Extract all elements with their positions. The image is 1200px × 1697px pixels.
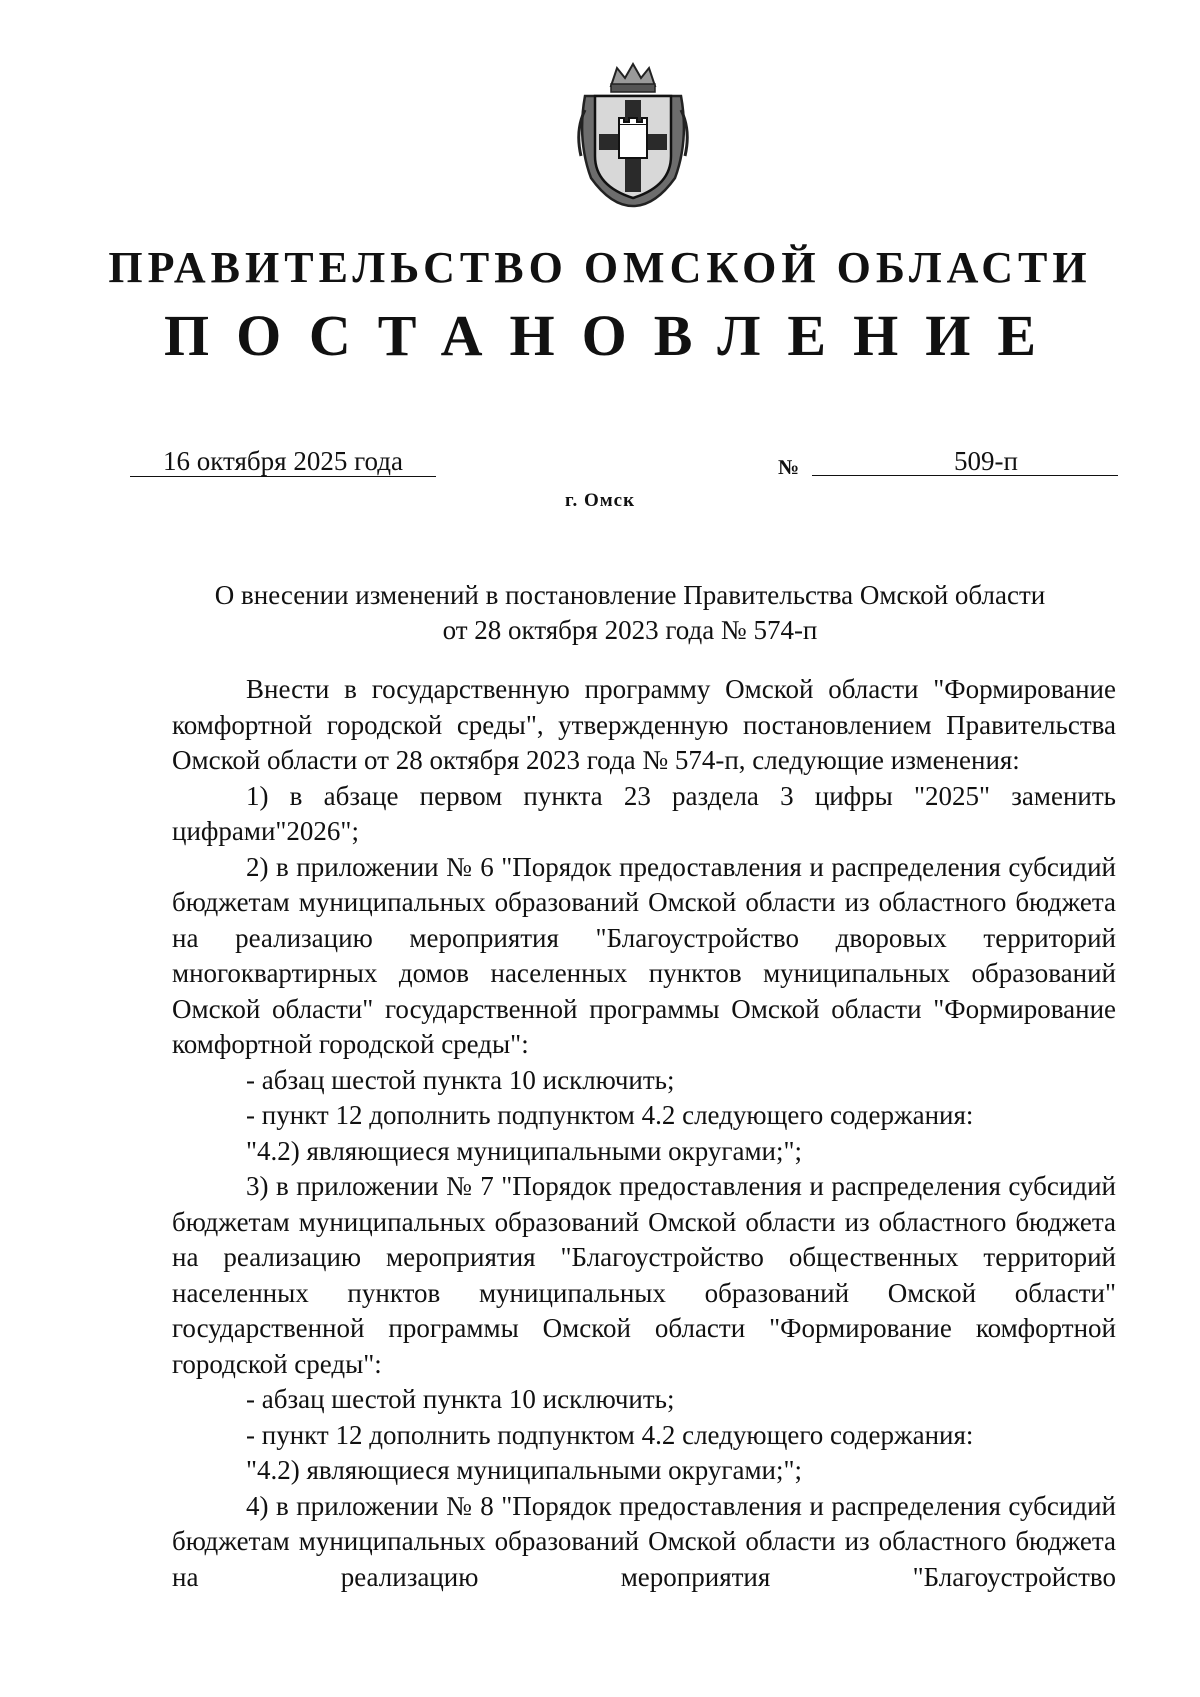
paragraph-item-3: 3) в приложении № 7 "Порядок предоставления и распределения субсидий бюджетам муниципальных образований Омской области из областного бюджета на реализацию мероприятия "Благоустройство общественных территорий населенных пунктов муниципальных образований Омской области" государственной программы Омской области "Формирование комфортной городской среды": — [172, 1171, 1116, 1379]
document-body — [172, 672, 1116, 1595]
number-sign: № — [778, 455, 800, 479]
organization-name: ПРАВИТЕЛЬСТВО ОМСКОЙ ОБЛАСТИ — [108, 243, 1092, 292]
coat-of-arms-emblem — [571, 60, 695, 208]
paragraph-subitem: - пункт 12 дополнить подпунктом 4.2 следующего содержания: — [246, 1419, 974, 1450]
paragraph-quote: "4.2) являющиеся муниципальными округами;"; — [246, 1135, 803, 1166]
document-number: 509-п — [812, 446, 1118, 476]
document-date: 16 октября 2025 года — [130, 446, 436, 477]
paragraph-subitem: - абзац шестой пункта 10 исключить; — [246, 1064, 675, 1095]
paragraph-quote: "4.2) являющиеся муниципальными округами;"; — [246, 1455, 803, 1485]
paragraph-intro: Внести в государственную программу Омской области "Формирование комфортной городской среды", утвержденную постановлением Правительства Омской области от 28 октября 2023 года № 574-п, следующие изменения: — [172, 674, 1116, 775]
document-title — [170, 578, 1090, 648]
paragraph-subitem: - абзац шестой пункта 10 исключить; — [246, 1384, 675, 1414]
paragraph-subitem: - пункт 12 дополнить подпунктом 4.2 следующего содержания: — [246, 1100, 974, 1130]
city-name: г. Омск — [564, 490, 636, 511]
title-line-1: О внесении изменений в постановление Правительства Омской области — [214, 580, 1046, 610]
paragraph-item-4: 4) в приложении № 8 "Порядок предоставления и распределения субсидий бюджетам муниципальных образований Омской области из областного бюджета на реализацию мероприятия "Благоустройство — [172, 1490, 1116, 1592]
paragraph-item-2: 2) в приложении № 6 "Порядок предоставления и распределения субсидий бюджетам муниципальных образований Омской области из областного бюджета на реализацию мероприятия "Благоустройство дворовых территорий многоквартирных домов населенных пунктов муниципальных образований Омской области" государственной программы Омской области "Формирование комфортной городской среды": — [172, 851, 1116, 1059]
title-line-2: от 28 октября 2023 года № 574-п — [442, 615, 818, 645]
document-type: ПОСТАНОВЛЕНИЕ — [163, 303, 1064, 368]
paragraph-item-1: 1) в абзаце первом пункта 23 раздела 3 цифры "2025" заменить цифрами"2026"; — [172, 780, 1116, 846]
